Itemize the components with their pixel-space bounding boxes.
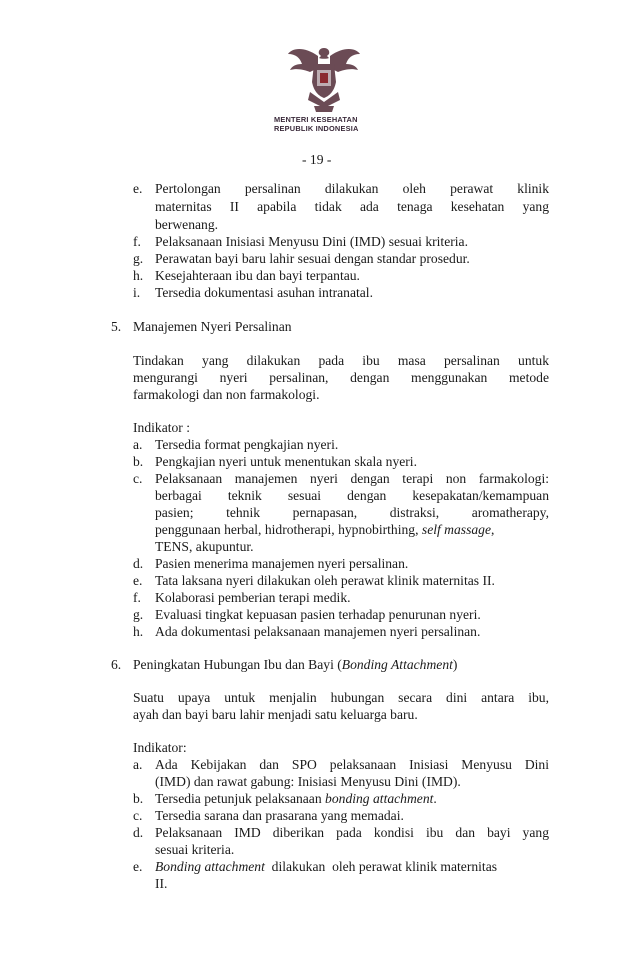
s6-marker-c: c. xyxy=(133,808,143,823)
s5-item-f: Kolaborasi pemberian terapi medik. xyxy=(155,590,351,605)
s6-item-a-line-1: Ada Kebijakan dan SPO pelaksanaan Inisiasi Menyusu Dini xyxy=(155,757,549,772)
s6-item-b xyxy=(155,790,437,807)
s5-item-c-line-4-text: penggunaan herbal, hidrotherapi, hypnobirthing, xyxy=(155,522,422,537)
s5-item-g: Evaluasi tingkat kepuasan pasien terhadap penurunan nyeri. xyxy=(155,607,481,622)
list-item-i: Tersedia dokumentasi asuhan intranatal. xyxy=(155,285,373,300)
ministry-letterhead xyxy=(274,115,374,133)
s5-marker-a: a. xyxy=(133,437,143,452)
list-item-g: Perawatan bayi baru lahir sesuai dengan standar prosedur. xyxy=(155,251,470,266)
s6-marker-e: e. xyxy=(133,859,143,874)
section-6-title xyxy=(133,656,457,673)
garuda-emblem-icon xyxy=(284,42,364,114)
s5-marker-b: b. xyxy=(133,454,144,469)
section-5-indicator-label: Indikator : xyxy=(133,420,191,435)
list-item-h: Kesejahteraan ibu dan bayi terpantau. xyxy=(155,268,360,283)
list-marker-g: g. xyxy=(133,251,144,266)
ministry-line-1: MENTERI KESEHATAN xyxy=(274,115,358,124)
section-5-title: Manajemen Nyeri Persalinan xyxy=(133,319,292,334)
s5-item-c-line-5: TENS, akupuntur. xyxy=(155,539,254,554)
s5-item-a: Tersedia format pengkajian nyeri. xyxy=(155,437,339,452)
s5-item-c-line-4-comma: , xyxy=(491,522,495,537)
s5-item-d: Pasien menerima manajemen nyeri persalinan. xyxy=(155,556,409,571)
s6-item-d-line-2: sesuai kriteria. xyxy=(155,842,235,857)
s5-marker-c: c. xyxy=(133,471,143,486)
s6-item-a-line-2: (IMD) dan rawat gabung: Inisiasi Menyusu Dini (IMD). xyxy=(155,774,461,789)
list-marker-f: f. xyxy=(133,234,141,249)
s6-item-e-text: dilakukan oleh perawat klinik maternitas xyxy=(264,859,498,874)
section-5-number: 5. xyxy=(111,319,122,334)
section-6-title-italic: Bonding Attachment xyxy=(341,657,453,672)
s5-item-c-line-4 xyxy=(155,521,549,538)
s6-marker-b: b. xyxy=(133,791,144,806)
section-6-number: 6. xyxy=(111,657,122,672)
section-5-para-line-1: Tindakan yang dilakukan pada ibu masa persalinan untuk xyxy=(133,353,549,368)
ministry-line-2: REPUBLIK INDONESIA xyxy=(274,124,359,133)
s6-item-b-text: Tersedia petunjuk pelaksanaan xyxy=(155,791,326,806)
section-6-title-text: Peningkatan Hubungan Ibu dan Bayi ( xyxy=(133,657,342,672)
s6-item-c: Tersedia sarana dan prasarana yang memadai. xyxy=(155,808,404,823)
section-5-para-line-3: farmakologi dan non farmakologi. xyxy=(133,387,320,402)
list-item-e-line-1: Pertolongan persalinan dilakukan oleh perawat klinik xyxy=(155,181,549,196)
section-6-indicator-label: Indikator: xyxy=(133,740,187,755)
s6-item-b-italic: bonding attachment xyxy=(325,791,434,806)
list-marker-i: i. xyxy=(133,285,141,300)
section-6-para-line-2: ayah dan bayi baru lahir menjadi satu keluarga baru. xyxy=(133,707,418,722)
list-marker-h: h. xyxy=(133,268,144,283)
s6-item-e-line-1 xyxy=(155,858,497,875)
list-item-e-line-3: berwenang. xyxy=(155,217,219,232)
list-item-e-line-2: maternitas II apabila tidak ada tenaga kesehatan yang xyxy=(155,199,549,214)
s6-item-d-line-1: Pelaksanaan IMD diberikan pada kondisi ibu dan bayi yang xyxy=(155,825,549,840)
s6-item-e-italic: Bonding attachment xyxy=(155,859,265,874)
s6-marker-d: d. xyxy=(133,825,144,840)
s6-item-e-line-2: II. xyxy=(155,876,168,891)
section-6-title-close: ) xyxy=(452,657,458,672)
page-number: - 19 - xyxy=(302,152,332,167)
section-6-para-line-1: Suatu upaya untuk menjalin hubungan secara dini antara ibu, xyxy=(133,690,549,705)
section-5-para-line-2: mengurangi nyeri persalinan, dengan menggunakan metode xyxy=(133,370,549,385)
s5-marker-g: g. xyxy=(133,607,144,622)
s5-item-c-line-4-italic: self massage xyxy=(421,522,492,537)
list-marker-e: e. xyxy=(133,181,143,196)
s5-item-c-line-1: Pelaksanaan manajemen nyeri dengan terapi non farmakologi: xyxy=(155,471,549,486)
s5-marker-e: e. xyxy=(133,573,143,588)
s6-item-b-period: . xyxy=(433,791,437,806)
s5-item-c-line-2: berbagai teknik sesuai dengan kesepakatan/kemampuan xyxy=(155,488,549,503)
s5-item-e: Tata laksana nyeri dilakukan oleh perawat klinik maternitas II. xyxy=(155,573,495,588)
s5-marker-h: h. xyxy=(133,624,144,639)
s5-marker-f: f. xyxy=(133,590,141,605)
s5-item-b: Pengkajian nyeri untuk menentukan skala nyeri. xyxy=(155,454,417,469)
s5-marker-d: d. xyxy=(133,556,144,571)
s6-marker-a: a. xyxy=(133,757,143,772)
list-item-f: Pelaksanaan Inisiasi Menyusu Dini (IMD) sesuai kriteria. xyxy=(155,234,468,249)
s5-item-h: Ada dokumentasi pelaksanaan manajemen nyeri persalinan. xyxy=(155,624,481,639)
s5-item-c-line-3: pasien; tehnik pernapasan, distraksi, aromatherapy, xyxy=(155,505,549,520)
